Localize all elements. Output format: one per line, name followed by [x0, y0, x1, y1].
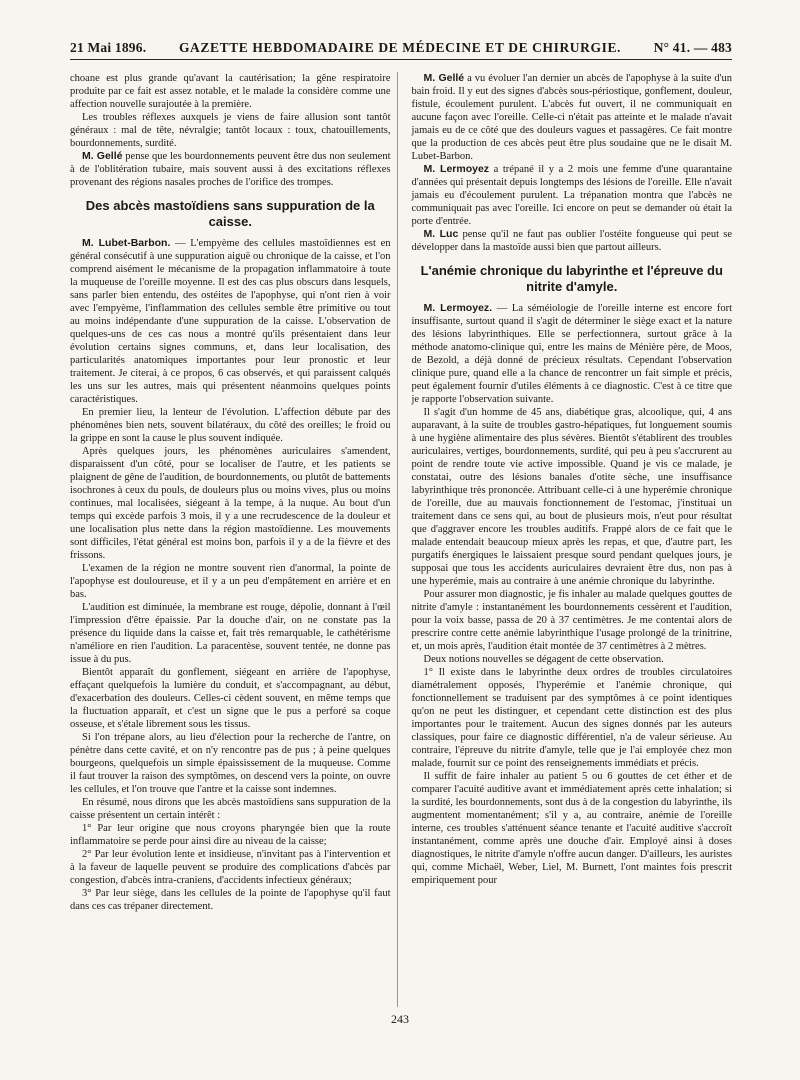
speaker-name: M. Lermoyez — [423, 163, 490, 175]
paragraph: Les troubles réflexes auxquels je viens de faire allusion sont tantôt généraux : mal de tête, névralgie; tantôt locaux : toux, chatouillements, bourdonnements, surdité. — [70, 112, 391, 149]
paragraph: Pour assurer mon diagnostic, je fis inhaler au malade quelques gouttes de nitrite d'amyle : instantanément les bourdonnements cessèrent et l'audition, pour la voix basse, passa de 20 à 37 centimètres. Je me contentai alors de prescrire contre cette anémie labyrinthique l'usage prolongé de la trinitrine, et, un mois après, l'audition était montée de 37 centimètres à 2 mètres. — [411, 589, 732, 652]
paragraph: Après quelques jours, les phénomènes auriculaires s'amendent, disparaissent d'un côté, pour se localiser de l'autre, et les patients se plaignent de gêne de l'audition, de bourdonnements, ou plutôt de battements isochrones à ceux du pouls, de douleurs plus ou moins vives, plus ou moins continues, mal localisées, siégeant à la tempe, à la nuque. Au bout d'un temps qui excède parfois 3 mois, il y a une recrudescence de la douleur et une localisation plus nette dans la région mastoïdienne. Les mouvements sont difficiles, l'état général est moins bon, parfois il y a de la fièvre et des frissons. — [70, 446, 391, 561]
text-columns — [70, 72, 732, 1007]
paragraph — [412, 72, 733, 163]
right-column — [410, 72, 733, 1007]
paragraph — [70, 150, 391, 189]
paragraph — [412, 163, 733, 228]
page-number: 243 — [391, 1012, 409, 1026]
paragraph — [412, 302, 733, 406]
journal-title: GAZETTE HEBDOMADAIRE DE MÉDECINE ET DE CHIRURGIE. — [178, 40, 622, 55]
issue-number: N° 41. — 483 — [653, 40, 732, 55]
paragraph-text: pense qu'il ne faut pas oublier l'ostéite fongueuse qui peut se développer dans la mastoïde aussi bien que partout ailleurs. — [411, 229, 732, 253]
paragraph: 2° Par leur évolution lente et insidieuse, n'invitant pas à l'intervention et à la faveur de laquelle peuvent se produire des complications d'abcès par congestion, d'abcès intra-craniens, d'accidents infectieux généraux; — [70, 849, 391, 886]
paragraph — [412, 228, 733, 254]
speaker-name: M. Gellé — [82, 150, 123, 162]
speaker-name: M. Luc — [423, 228, 459, 240]
paragraph-text: — La séméiologie de l'oreille interne est encore fort insuffisante, surtout quand il s'agit de déterminer le siège exact et la nature des lésions labyrinthiques. Elle se perfectionnera, surtout grâce à la méthode anatomo-clinique qui, entre les mains de Ménière père, de Moos, de Bezold, a déjà donné de précieux résultats. Cependant l'observation clinique pure, quand elle a la chance de rencontrer un fait simple et précis, peut également fournir d'utiles éléments à ce diagnostic. C'est à ce titre que je rapporte l'observation suivante. — [411, 303, 732, 405]
paragraph: Deux notions nouvelles se dégagent de cette observation. — [423, 654, 664, 665]
paragraph: choane est plus grande qu'avant la cautérisation; la gêne respiratoire produite par ce fait est assez notable, et le malade la considère comme une affection nouvelle surajoutée à la première. — [70, 73, 391, 110]
paragraph: Si l'on trépane alors, au lieu d'élection pour la recherche de l'antre, on pénètre dans cette cavité, et on n'y rencontre pas de pus ; à peine quelques bourgeons, quelquefois un simple épaississement de la muqueuse. Comme il faut trouver la raison des symptômes, on descend vers la pointe, on ouvre les cellules, et l'on trouve que l'antre et la caisse sont indemnes. — [70, 732, 391, 795]
paragraph: Il suffit de faire inhaler au patient 5 ou 6 gouttes de cet éther et de comparer l'acuité auditive avant et immédiatement après cette inhalation; si la surdité, les bourdonnements, sont dus à de la congestion du labyrinthe, ils augmentent momentanément; s'il y a, au contraire, anémie de l'oreille interne, ces troubles s'atténuent séance tenante et l'acuité auditive s'accroît instantanément, comme après une douche d'air. Employé ainsi à doses diagnostiques, le nitrite d'amyle n'offre aucun danger. D'ailleurs, les auristes qui, comme Michaël, Weber, Liel, M. Burnett, l'ont maintes fois prescrit empiriquement pour — [411, 771, 732, 886]
section-heading: Des abcès mastoïdiens sans suppuration de la caisse. — [85, 198, 375, 229]
paragraph: Bientôt apparaît du gonflement, siégeant en arrière de l'apophyse, effaçant quelquefois la lumière du conduit, et s'accompagnant, au début, d'exacerbation des douleurs. Celles-ci cèdent souvent, en même temps que la fluctuation apparaît, et c'est un signe que le pus a perforé sa coque osseuse, et s'étale librement sous les tissus. — [70, 667, 391, 730]
section-heading: L'anémie chronique du labyrinthe et l'épreuve du nitrite d'amyle. — [420, 263, 723, 294]
paragraph — [70, 237, 391, 406]
speaker-name: M. Lubet-Barbon. — [82, 237, 171, 249]
paragraph-text: — L'empyème des cellules mastoïdiennes est en général consécutif à une suppuration aiguë ou chronique de la caisse, et l'on comprend aisément le mécanisme de la propagation inflammatoire à toute la muqueuse de l'oreille moyenne. Il est des cas plus obscurs dans lesquels, sans parler bien entendu, des ostéites de l'apophyse, qui n'ont rien à voir avec l'empyème, l'inflammation des cellules semble être primitive ou tout au moins indépendante d'une suppuration de la caisse. L'observation de quelques-uns de ces cas nous a montré qu'ils présentaient dans leur évolution certains signes communs, et, dans leur localisation, des particularités anatomiques importantes pour leur pronostic et leur traitement. Je citerai, à ce propos, 6 cas observés, et qui paraissent calqués les uns sur les autres, mais qui présentent néanmoins quelques points caractéristiques. — [70, 238, 391, 405]
paragraph: 1° Par leur origine que nous croyons pharyngée bien que la route inflammatoire se perde pour ainsi dire au niveau de la caisse; — [70, 823, 391, 847]
paragraph: 1° Il existe dans le labyrinthe deux ordres de troubles circulatoires diamétralement opposés, l'hyperémie et l'anémie chronique, qui fonctionnellement se traduisent par des symptômes à ce point identiques qu'on ne peut les distinguer, et cependant cette distinction est des plus importantes pour le traitement. Aucun des signes donnés par les auteurs classiques, pour faire ce diagnostic différentiel, n'a de valeur sérieuse. Au contraire, l'épreuve du nitrite d'amyle, telle que je l'ai employée chez mon malade, fournit sur ce point des renseignements immédiats et précis. — [411, 667, 732, 769]
paragraph: En résumé, nous dirons que les abcès mastoïdiens sans suppuration de la caisse présentent un certain intérêt : — [70, 797, 391, 821]
paragraph: 3° Par leur siège, dans les cellules de la pointe de l'apophyse qu'il faut dans ces cas trépaner directement. — [70, 888, 391, 912]
speaker-name: M. Gellé — [423, 72, 465, 84]
header-date: 21 Mai 1896. — [70, 40, 147, 55]
paragraph: L'audition est diminuée, la membrane est rouge, dépolie, donnant à l'œil l'impression d'être épaissie. Par la douche d'air, on ne constate pas la présence du liquide dans la caisse et, fait très remarquable, le cathétérisme n'améliore en rien l'audition. La paracentèse, souvent tentée, ne donne pas issue à du pus. — [70, 602, 391, 665]
left-column — [70, 72, 398, 1007]
paragraph-text: a vu évoluer l'an dernier un abcès de l'apophyse à la suite d'un bain froid. Il y eut des signes d'abcès sous-périostique, gonflement, douleur, fistule, écoulement purulent. L'abcès fut ouvert, il ne communiquait en aucune façon avec l'oreille. Celle-ci n'était pas atteinte et le malade n'avait jamais eu de ce côté que des douleurs vagues et passagères. Ce fait montre que la production de ces abcès peut être plus soudaine que ne le disait M. Lubet-Barbon. — [411, 73, 732, 162]
speaker-name: M. Lermoyez. — [423, 302, 493, 314]
paragraph: En premier lieu, la lenteur de l'évolution. L'affection débute par des phénomènes bien nets, souvent bilatéraux, du côté des oreilles; le froid ou la grippe en sont la cause le plus souvent indiquée. — [70, 407, 391, 444]
running-header — [70, 40, 732, 60]
paragraph-text: pense que les bourdonnements peuvent être dus non seulement à de l'oblitération tubaire, mais souvent aussi à des excitations réflexes provenant des régions nasales proches de l'orifice des trompes. — [70, 151, 391, 188]
paragraph: Il s'agit d'un homme de 45 ans, diabétique gras, alcoolique, qui, 4 ans auparavant, à la suite de troubles gastro-hépatiques, fut longuement soumis à une hygiène alimentaire des plus sévères. Bientôt s'établirent des troubles auriculaires, vertiges, bourdonnements, surdité, qui peu à peu s'accrurent au point de rendre toute vie active impossible. Quand je vis ce malade, je constatai, outre des lésions banales d'otite sèche, une insuffisance labyrinthique très prononcée. Attribuant celle-ci à une hyperémie chronique de l'oreille, due au mauvais fonctionnement de l'estomac, j'instituai un traitement dans ce sens qui, au bout de plusieurs mois, n'eut pour résultat que d'aggraver encore les troubles auditifs. Frappé alors de ce fait que le malade entendait beaucoup mieux après les repas, et que, d'autre part, les purgatifs énergiques le laissaient presque sourd pendant quelques jours, je supposai que tous les accidents auriculaires devraient être dus, non pas à une hyperémie, mais au contraire à une anémie chronique du labyrinthe. — [411, 407, 732, 587]
paragraph-text: a trépané il y a 2 mois une femme d'une quarantaine d'années qui présentait depuis longtemps des lésions de l'oreille. Elle n'avait jamais eu d'écoulement purulent. La trépanation montra que l'abcès ne communiquait pas avec l'oreille. Ici encore on peut se demander où était la porte d'entrée. — [411, 164, 732, 227]
paragraph: L'examen de la région ne montre souvent rien d'anormal, la pointe de l'apophyse est douloureuse, et il y a un peu d'empâtement en arrière et en bas. — [70, 563, 391, 600]
